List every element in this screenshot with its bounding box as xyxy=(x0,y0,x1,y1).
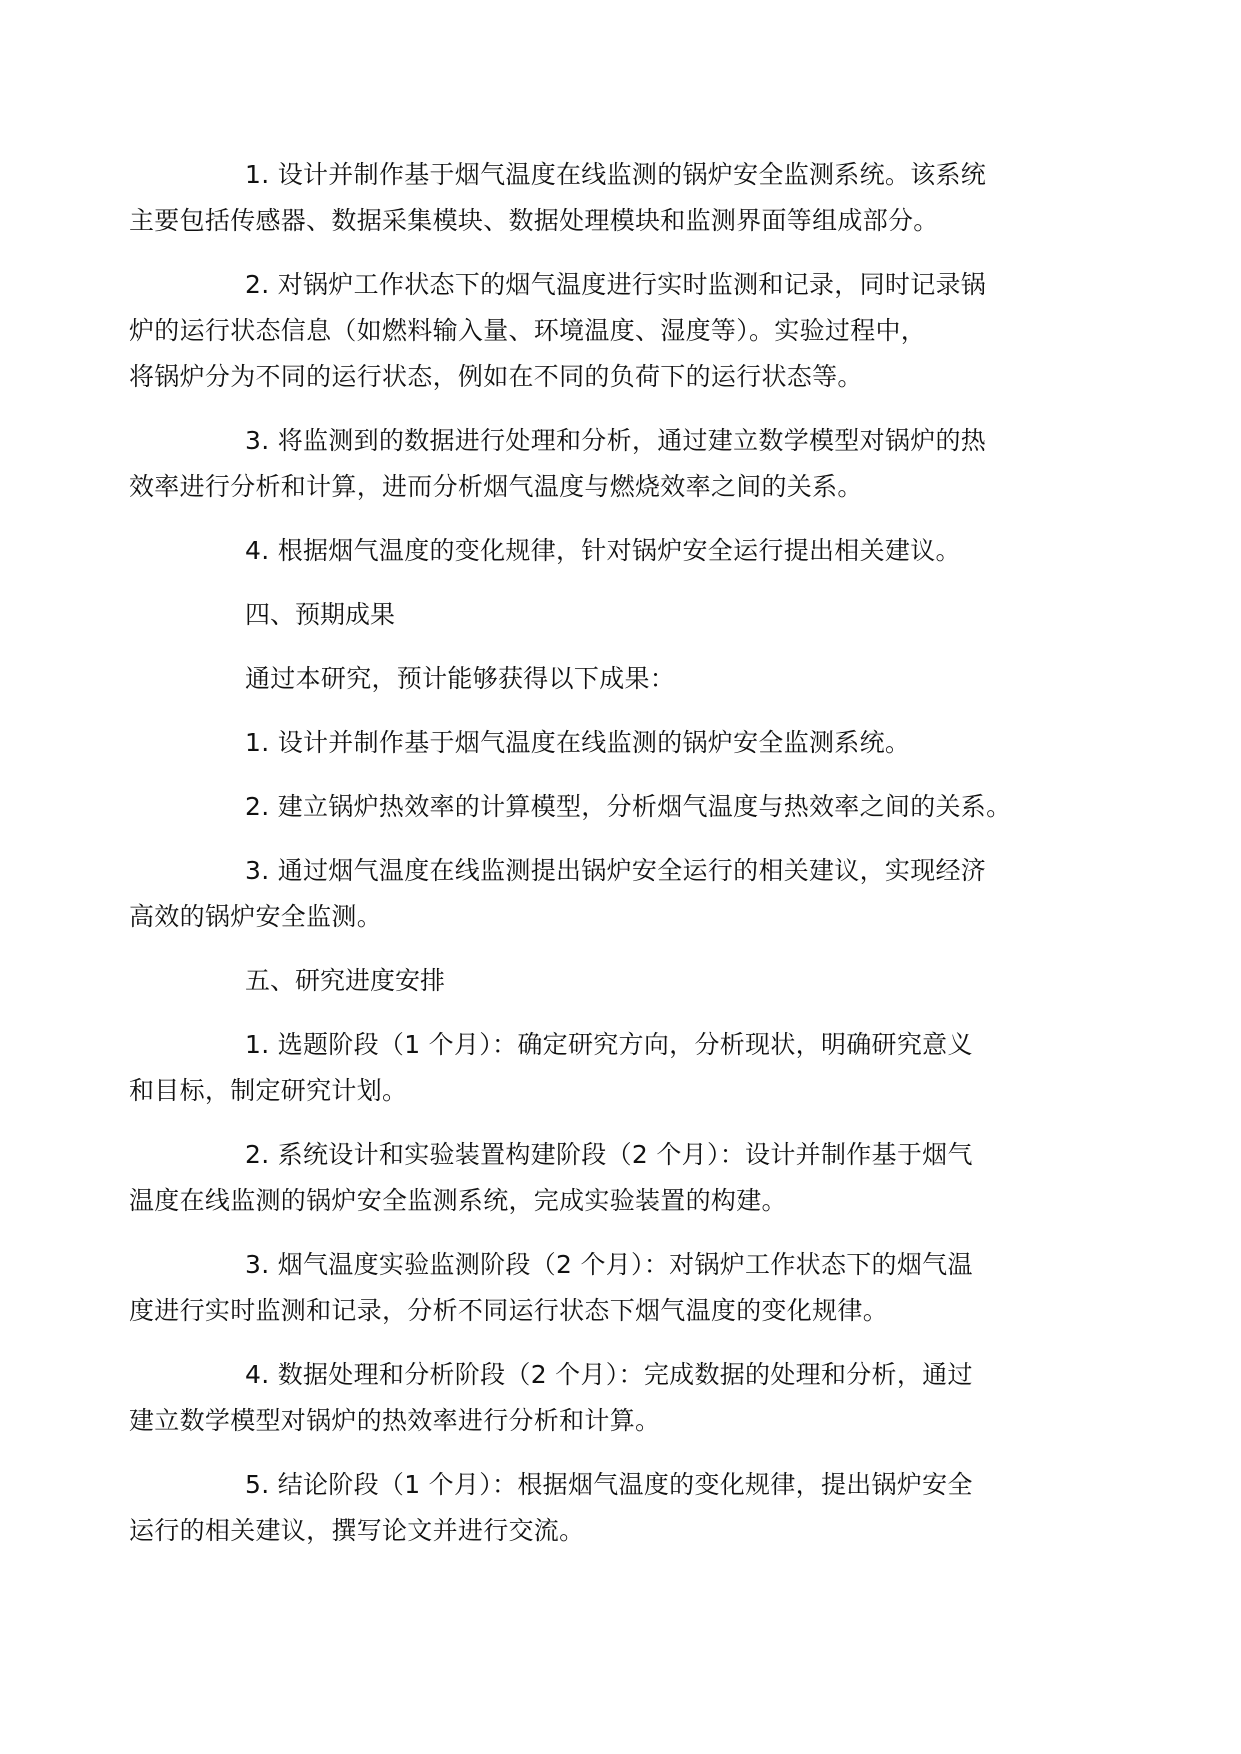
text-line: 温度在线监测的锅炉安全监测系统，完成实验装置的构建。 xyxy=(129,1186,787,1215)
text-line: 和目标，制定研究计划。 xyxy=(129,1076,408,1105)
text-line: 1. 设计并制作基于烟气温度在线监测的锅炉安全监测系统。该系统 xyxy=(245,160,987,189)
text-line: 高效的锅炉安全监测。 xyxy=(129,902,383,931)
section-heading xyxy=(187,958,1067,1004)
paragraph xyxy=(129,262,1067,400)
text-line: 2. 系统设计和实验装置构建阶段（2 个月）：设计并制作基于烟气 xyxy=(245,1140,973,1169)
section-heading xyxy=(187,592,1067,638)
paragraph xyxy=(187,720,1067,766)
text-line: 3. 通过烟气温度在线监测提出锅炉安全运行的相关建议，实现经济 xyxy=(245,856,987,885)
text-line: 1. 选题阶段（1 个月）：确定研究方向，分析现状，明确研究意义 xyxy=(245,1030,973,1059)
text-line: 3. 烟气温度实验监测阶段（2 个月）：对锅炉工作状态下的烟气温 xyxy=(245,1250,973,1279)
text-line: 4. 根据烟气温度的变化规律，针对锅炉安全运行提出相关建议。 xyxy=(245,536,961,565)
paragraph xyxy=(187,656,1067,702)
paragraph xyxy=(129,1242,1067,1334)
paragraph xyxy=(129,848,1067,940)
paragraph xyxy=(187,528,1067,574)
paragraph xyxy=(129,1462,1067,1554)
text-line: 5. 结论阶段（1 个月）：根据烟气温度的变化规律，提出锅炉安全 xyxy=(245,1470,973,1499)
text-line: 将锅炉分为不同的运行状态，例如在不同的负荷下的运行状态等。 xyxy=(129,362,863,391)
text-line: 运行的相关建议，撰写论文并进行交流。 xyxy=(129,1516,585,1545)
text-line: 建立数学模型对锅炉的热效率进行分析和计算。 xyxy=(129,1406,661,1435)
paragraph xyxy=(129,1352,1067,1444)
text-line: 3. 将监测到的数据进行处理和分析，通过建立数学模型对锅炉的热 xyxy=(245,426,987,455)
paragraph xyxy=(129,1022,1067,1114)
paragraph xyxy=(129,1132,1067,1224)
text-line: 通过本研究，预计能够获得以下成果： xyxy=(245,664,676,693)
paragraph xyxy=(129,152,1067,244)
document-body xyxy=(129,152,1067,1572)
text-line: 度进行实时监测和记录，分析不同运行状态下烟气温度的变化规律。 xyxy=(129,1296,889,1325)
text-line: 2. 建立锅炉热效率的计算模型，分析烟气温度与热效率之间的关系。 xyxy=(245,792,1012,821)
paragraph xyxy=(129,418,1067,510)
text-line: 主要包括传感器、数据采集模块、数据处理模块和监测界面等组成部分。 xyxy=(129,206,939,235)
text-line: 炉的运行状态信息（如燃料输入量、环境温度、湿度等）。实验过程中， xyxy=(129,316,927,345)
text-line: 四、预期成果 xyxy=(245,600,396,629)
text-line: 1. 设计并制作基于烟气温度在线监测的锅炉安全监测系统。 xyxy=(245,728,911,757)
text-line: 4. 数据处理和分析阶段（2 个月）：完成数据的处理和分析，通过 xyxy=(245,1360,973,1389)
paragraph xyxy=(187,784,1067,830)
text-line: 2. 对锅炉工作状态下的烟气温度进行实时监测和记录，同时记录锅 xyxy=(245,270,987,299)
text-line: 效率进行分析和计算，进而分析烟气温度与燃烧效率之间的关系。 xyxy=(129,472,863,501)
text-line: 五、研究进度安排 xyxy=(245,966,446,995)
